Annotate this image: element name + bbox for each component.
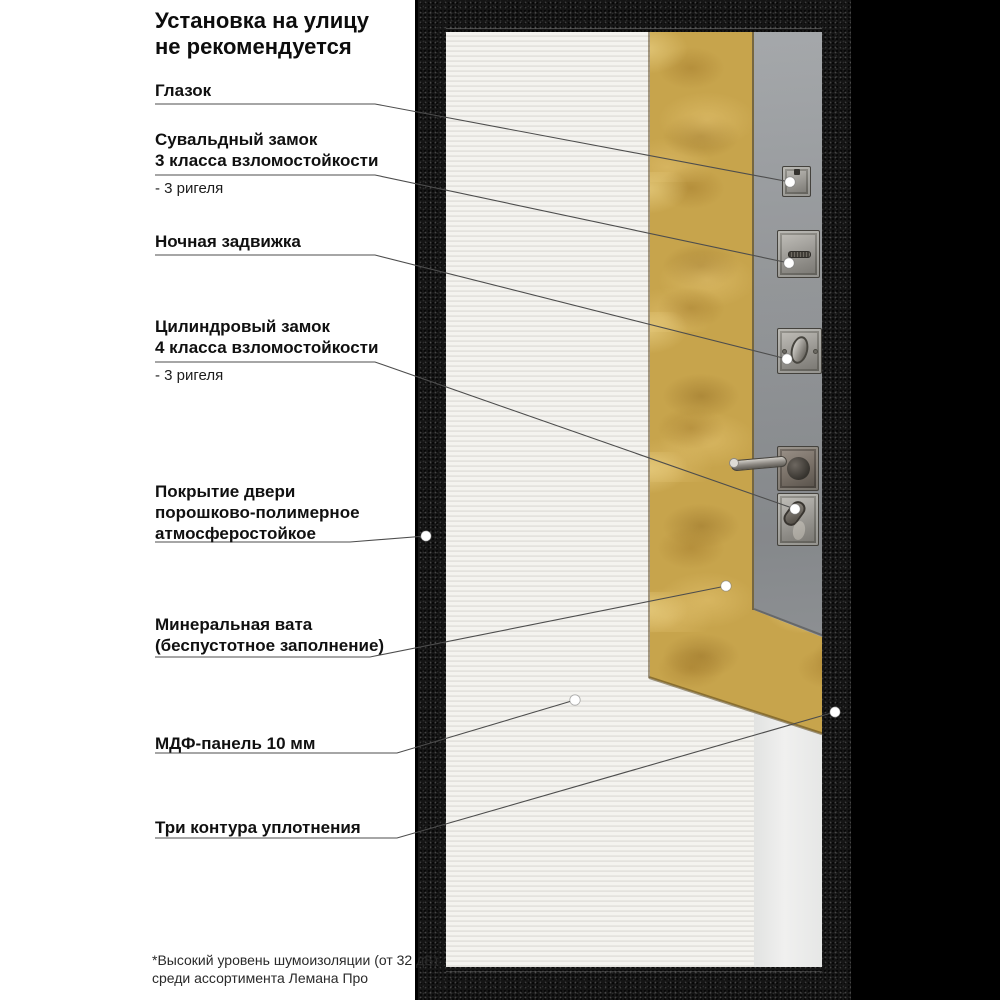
callout-text-line: 4 класса взломостойкости <box>155 338 379 357</box>
callout-text-line: Три контура уплотнения <box>155 818 361 837</box>
callout-text-line: (беспустотное заполнение) <box>155 636 385 655</box>
steel-left-seam <box>752 32 754 610</box>
callout-label-night-latch <box>155 231 425 252</box>
callout-text-line: Глазок <box>155 81 212 100</box>
night-latch-plate <box>777 328 822 374</box>
panel-top-bevel <box>446 28 822 29</box>
lever-lock-keyhole <box>788 251 811 258</box>
wool-left-seam <box>648 32 650 678</box>
page-title-line2: не рекомендуется <box>155 34 352 59</box>
callout-text-line: 3 класса взломостойкости <box>155 151 379 170</box>
handle-hub <box>787 457 810 480</box>
screw-icon <box>813 349 818 354</box>
callout-text-line: Покрытие двери <box>155 482 296 501</box>
page-title-line1: Установка на улицу <box>155 8 369 33</box>
page-title <box>155 8 455 60</box>
door-handle-tip <box>729 458 739 468</box>
callout-label-cylinder-lock <box>155 316 425 358</box>
callout-text-line: Сувальдный замок <box>155 130 318 149</box>
callout-text-line: Минеральная вата <box>155 615 313 634</box>
callout-label-peephole <box>155 80 425 101</box>
callout-text-line: Ночная задвижка <box>155 232 301 251</box>
night-latch-thumbturn <box>788 334 811 365</box>
callout-text-line: порошково-полимерное <box>155 503 360 522</box>
footnote <box>152 951 442 987</box>
peephole-lens <box>794 169 800 175</box>
door-handle-rosette <box>777 446 819 491</box>
panel-bottom-bevel <box>446 971 822 972</box>
callout-sub-lever-lock: - 3 ригеля <box>155 180 224 197</box>
leader-line-coating <box>155 536 426 542</box>
screw-icon <box>782 349 787 354</box>
footnote-line1: *Высокий уровень шумоизоляции (от 32 дБ) <box>152 952 439 968</box>
callout-label-mdf-panel <box>155 733 425 754</box>
callout-label-lever-lock <box>155 129 425 171</box>
callout-label-mineral-wool <box>155 614 425 656</box>
callout-label-coating <box>155 481 425 544</box>
callout-text-line: МДФ-панель 10 мм <box>155 734 316 753</box>
mdf-white-panel <box>446 32 822 967</box>
footnote-line2: среди ассортимента Лемана Про <box>152 970 369 986</box>
peephole-plate <box>782 166 811 197</box>
callout-text-line: атмосферостойкое <box>155 524 316 543</box>
lever-lock-plate <box>777 230 820 278</box>
callout-text-line: Цилиндровый замок <box>155 317 331 336</box>
cylinder-lock-plate <box>777 493 819 546</box>
callout-sub-cylinder-lock: - 3 ригеля <box>155 367 224 384</box>
callout-label-seal-contours <box>155 817 425 838</box>
